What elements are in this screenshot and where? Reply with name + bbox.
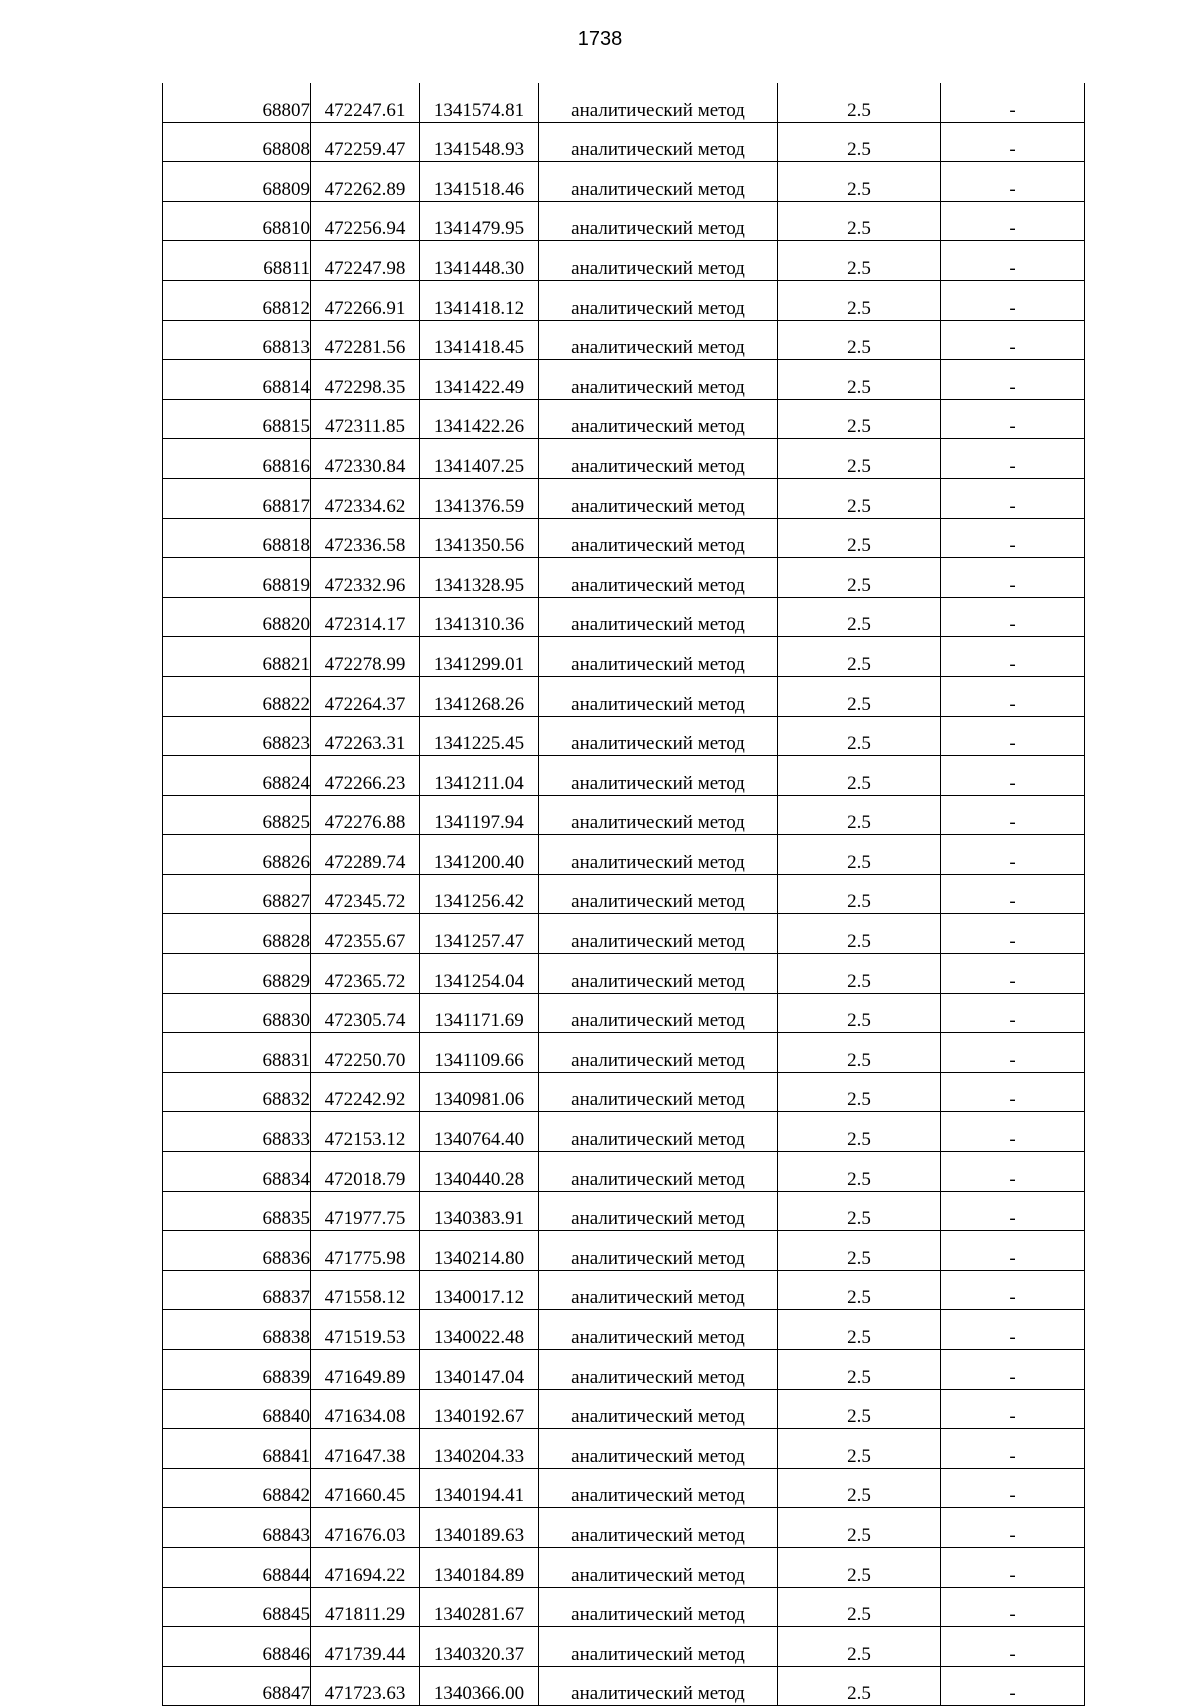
x-coordinate-cell: 472298.35 [311, 360, 420, 400]
method-cell: аналитический метод [539, 280, 778, 320]
method-cell: аналитический метод [539, 478, 778, 518]
note-cell: - [941, 1270, 1085, 1310]
method-cell: аналитический метод [539, 241, 778, 281]
method-cell: аналитический метод [539, 874, 778, 914]
note-cell: - [941, 478, 1085, 518]
x-coordinate-cell: 471649.89 [311, 1350, 420, 1390]
method-cell: аналитический метод [539, 1072, 778, 1112]
y-coordinate-cell: 1340189.63 [420, 1508, 539, 1548]
point-number-cell: 68834 [163, 1152, 311, 1192]
table-row [163, 280, 1085, 320]
table-row [163, 1547, 1085, 1587]
table-row [163, 1666, 1085, 1706]
method-cell: аналитический метод [539, 122, 778, 162]
method-cell: аналитический метод [539, 1033, 778, 1073]
note-cell: - [941, 716, 1085, 756]
accuracy-cell: 2.5 [778, 716, 941, 756]
point-number-cell: 68847 [163, 1666, 311, 1706]
y-coordinate-cell: 1340281.67 [420, 1587, 539, 1627]
point-number-cell: 68839 [163, 1350, 311, 1390]
method-cell: аналитический метод [539, 439, 778, 479]
y-coordinate-cell: 1341448.30 [420, 241, 539, 281]
note-cell: - [941, 954, 1085, 994]
table-row [163, 954, 1085, 994]
accuracy-cell: 2.5 [778, 320, 941, 360]
note-cell: - [941, 1152, 1085, 1192]
y-coordinate-cell: 1341376.59 [420, 478, 539, 518]
accuracy-cell: 2.5 [778, 122, 941, 162]
accuracy-cell: 2.5 [778, 1310, 941, 1350]
note-cell: - [941, 874, 1085, 914]
point-number-cell: 68838 [163, 1310, 311, 1350]
point-number-cell: 68846 [163, 1627, 311, 1667]
x-coordinate-cell: 472247.98 [311, 241, 420, 281]
method-cell: аналитический метод [539, 1231, 778, 1271]
table-row [163, 518, 1085, 558]
x-coordinate-cell: 472314.17 [311, 597, 420, 637]
accuracy-cell: 2.5 [778, 1112, 941, 1152]
y-coordinate-cell: 1341548.93 [420, 122, 539, 162]
y-coordinate-cell: 1341574.81 [420, 83, 539, 122]
table-row [163, 162, 1085, 202]
note-cell: - [941, 637, 1085, 677]
note-cell: - [941, 1627, 1085, 1667]
point-number-cell: 68815 [163, 399, 311, 439]
note-cell: - [941, 1033, 1085, 1073]
note-cell: - [941, 1666, 1085, 1706]
table-row [163, 1389, 1085, 1429]
method-cell: аналитический метод [539, 201, 778, 241]
table-row [163, 360, 1085, 400]
note-cell: - [941, 597, 1085, 637]
method-cell: аналитический метод [539, 162, 778, 202]
table-row [163, 1310, 1085, 1350]
point-number-cell: 68825 [163, 795, 311, 835]
y-coordinate-cell: 1341422.49 [420, 360, 539, 400]
point-number-cell: 68822 [163, 676, 311, 716]
table-row [163, 320, 1085, 360]
point-number-cell: 68808 [163, 122, 311, 162]
accuracy-cell: 2.5 [778, 676, 941, 716]
table-row [163, 1429, 1085, 1469]
point-number-cell: 68813 [163, 320, 311, 360]
y-coordinate-cell: 1341200.40 [420, 835, 539, 875]
note-cell: - [941, 162, 1085, 202]
method-cell: аналитический метод [539, 1666, 778, 1706]
y-coordinate-cell: 1341407.25 [420, 439, 539, 479]
note-cell: - [941, 993, 1085, 1033]
y-coordinate-cell: 1340440.28 [420, 1152, 539, 1192]
accuracy-cell: 2.5 [778, 1429, 941, 1469]
accuracy-cell: 2.5 [778, 1547, 941, 1587]
y-coordinate-cell: 1341211.04 [420, 756, 539, 796]
point-number-cell: 68821 [163, 637, 311, 677]
table-row [163, 1231, 1085, 1271]
method-cell: аналитический метод [539, 756, 778, 796]
note-cell: - [941, 676, 1085, 716]
x-coordinate-cell: 471775.98 [311, 1231, 420, 1271]
point-number-cell: 68807 [163, 83, 311, 122]
method-cell: аналитический метод [539, 518, 778, 558]
note-cell: - [941, 399, 1085, 439]
y-coordinate-cell: 1341299.01 [420, 637, 539, 677]
table-row [163, 1072, 1085, 1112]
y-coordinate-cell: 1340184.89 [420, 1547, 539, 1587]
point-number-cell: 68845 [163, 1587, 311, 1627]
y-coordinate-cell: 1341268.26 [420, 676, 539, 716]
table-row [163, 676, 1085, 716]
point-number-cell: 68843 [163, 1508, 311, 1548]
table-row [163, 478, 1085, 518]
accuracy-cell: 2.5 [778, 1587, 941, 1627]
method-cell: аналитический метод [539, 716, 778, 756]
x-coordinate-cell: 472278.99 [311, 637, 420, 677]
method-cell: аналитический метод [539, 558, 778, 598]
note-cell: - [941, 1587, 1085, 1627]
accuracy-cell: 2.5 [778, 1389, 941, 1429]
table-row [163, 399, 1085, 439]
x-coordinate-cell: 472289.74 [311, 835, 420, 875]
accuracy-cell: 2.5 [778, 1350, 941, 1390]
y-coordinate-cell: 1341256.42 [420, 874, 539, 914]
point-number-cell: 68827 [163, 874, 311, 914]
y-coordinate-cell: 1341518.46 [420, 162, 539, 202]
x-coordinate-cell: 472276.88 [311, 795, 420, 835]
y-coordinate-cell: 1341257.47 [420, 914, 539, 954]
accuracy-cell: 2.5 [778, 914, 941, 954]
y-coordinate-cell: 1341422.26 [420, 399, 539, 439]
point-number-cell: 68833 [163, 1112, 311, 1152]
x-coordinate-cell: 472334.62 [311, 478, 420, 518]
y-coordinate-cell: 1340194.41 [420, 1468, 539, 1508]
y-coordinate-cell: 1340981.06 [420, 1072, 539, 1112]
method-cell: аналитический метод [539, 1508, 778, 1548]
note-cell: - [941, 1191, 1085, 1231]
note-cell: - [941, 280, 1085, 320]
x-coordinate-cell: 472256.94 [311, 201, 420, 241]
note-cell: - [941, 1112, 1085, 1152]
note-cell: - [941, 83, 1085, 122]
x-coordinate-cell: 471519.53 [311, 1310, 420, 1350]
method-cell: аналитический метод [539, 1547, 778, 1587]
table-row [163, 874, 1085, 914]
accuracy-cell: 2.5 [778, 835, 941, 875]
x-coordinate-cell: 472250.70 [311, 1033, 420, 1073]
point-number-cell: 68817 [163, 478, 311, 518]
method-cell: аналитический метод [539, 320, 778, 360]
page-number: 1738 [577, 28, 623, 50]
method-cell: аналитический метод [539, 795, 778, 835]
table-row [163, 122, 1085, 162]
note-cell: - [941, 241, 1085, 281]
accuracy-cell: 2.5 [778, 874, 941, 914]
note-cell: - [941, 914, 1085, 954]
x-coordinate-cell: 472311.85 [311, 399, 420, 439]
accuracy-cell: 2.5 [778, 1231, 941, 1271]
table-row [163, 756, 1085, 796]
x-coordinate-cell: 472281.56 [311, 320, 420, 360]
table-row [163, 201, 1085, 241]
method-cell: аналитический метод [539, 1429, 778, 1469]
y-coordinate-cell: 1341479.95 [420, 201, 539, 241]
method-cell: аналитический метод [539, 993, 778, 1033]
point-number-cell: 68837 [163, 1270, 311, 1310]
x-coordinate-cell: 472266.91 [311, 280, 420, 320]
point-number-cell: 68826 [163, 835, 311, 875]
note-cell: - [941, 1231, 1085, 1271]
table-row [163, 1587, 1085, 1627]
x-coordinate-cell: 472263.31 [311, 716, 420, 756]
note-cell: - [941, 1547, 1085, 1587]
note-cell: - [941, 320, 1085, 360]
table-row [163, 795, 1085, 835]
accuracy-cell: 2.5 [778, 795, 941, 835]
table-row [163, 914, 1085, 954]
table-row [163, 1270, 1085, 1310]
y-coordinate-cell: 1341418.12 [420, 280, 539, 320]
accuracy-cell: 2.5 [778, 478, 941, 518]
accuracy-cell: 2.5 [778, 241, 941, 281]
table-row [163, 1468, 1085, 1508]
point-number-cell: 68840 [163, 1389, 311, 1429]
x-coordinate-cell: 471634.08 [311, 1389, 420, 1429]
table-row [163, 1112, 1085, 1152]
point-number-cell: 68844 [163, 1547, 311, 1587]
note-cell: - [941, 558, 1085, 598]
x-coordinate-cell: 472345.72 [311, 874, 420, 914]
accuracy-cell: 2.5 [778, 993, 941, 1033]
x-coordinate-cell: 472365.72 [311, 954, 420, 994]
accuracy-cell: 2.5 [778, 1033, 941, 1073]
y-coordinate-cell: 1340366.00 [420, 1666, 539, 1706]
y-coordinate-cell: 1341310.36 [420, 597, 539, 637]
point-number-cell: 68842 [163, 1468, 311, 1508]
accuracy-cell: 2.5 [778, 558, 941, 598]
x-coordinate-cell: 472242.92 [311, 1072, 420, 1112]
note-cell: - [941, 1350, 1085, 1390]
note-cell: - [941, 1468, 1085, 1508]
table-row [163, 1350, 1085, 1390]
method-cell: аналитический метод [539, 1310, 778, 1350]
point-number-cell: 68811 [163, 241, 311, 281]
y-coordinate-cell: 1341171.69 [420, 993, 539, 1033]
accuracy-cell: 2.5 [778, 756, 941, 796]
y-coordinate-cell: 1340320.37 [420, 1627, 539, 1667]
point-number-cell: 68830 [163, 993, 311, 1033]
method-cell: аналитический метод [539, 597, 778, 637]
point-number-cell: 68835 [163, 1191, 311, 1231]
accuracy-cell: 2.5 [778, 1270, 941, 1310]
method-cell: аналитический метод [539, 914, 778, 954]
method-cell: аналитический метод [539, 1587, 778, 1627]
y-coordinate-cell: 1340214.80 [420, 1231, 539, 1271]
method-cell: аналитический метод [539, 1112, 778, 1152]
accuracy-cell: 2.5 [778, 1468, 941, 1508]
accuracy-cell: 2.5 [778, 439, 941, 479]
y-coordinate-cell: 1341328.95 [420, 558, 539, 598]
accuracy-cell: 2.5 [778, 1666, 941, 1706]
method-cell: аналитический метод [539, 1468, 778, 1508]
accuracy-cell: 2.5 [778, 162, 941, 202]
table-row [163, 439, 1085, 479]
accuracy-cell: 2.5 [778, 518, 941, 558]
table-row [163, 597, 1085, 637]
note-cell: - [941, 795, 1085, 835]
accuracy-cell: 2.5 [778, 280, 941, 320]
note-cell: - [941, 1072, 1085, 1112]
x-coordinate-cell: 471811.29 [311, 1587, 420, 1627]
x-coordinate-cell: 471676.03 [311, 1508, 420, 1548]
accuracy-cell: 2.5 [778, 597, 941, 637]
x-coordinate-cell: 471660.45 [311, 1468, 420, 1508]
x-coordinate-cell: 471977.75 [311, 1191, 420, 1231]
y-coordinate-cell: 1340017.12 [420, 1270, 539, 1310]
point-number-cell: 68832 [163, 1072, 311, 1112]
x-coordinate-cell: 472247.61 [311, 83, 420, 122]
x-coordinate-cell: 472262.89 [311, 162, 420, 202]
point-number-cell: 68812 [163, 280, 311, 320]
x-coordinate-cell: 471558.12 [311, 1270, 420, 1310]
accuracy-cell: 2.5 [778, 1072, 941, 1112]
method-cell: аналитический метод [539, 1270, 778, 1310]
note-cell: - [941, 360, 1085, 400]
note-cell: - [941, 439, 1085, 479]
accuracy-cell: 2.5 [778, 1508, 941, 1548]
accuracy-cell: 2.5 [778, 399, 941, 439]
method-cell: аналитический метод [539, 835, 778, 875]
method-cell: аналитический метод [539, 399, 778, 439]
table-row [163, 1508, 1085, 1548]
point-number-cell: 68841 [163, 1429, 311, 1469]
table-row [163, 241, 1085, 281]
point-number-cell: 68824 [163, 756, 311, 796]
y-coordinate-cell: 1340383.91 [420, 1191, 539, 1231]
accuracy-cell: 2.5 [778, 201, 941, 241]
note-cell: - [941, 756, 1085, 796]
y-coordinate-cell: 1340204.33 [420, 1429, 539, 1469]
point-number-cell: 68823 [163, 716, 311, 756]
method-cell: аналитический метод [539, 360, 778, 400]
method-cell: аналитический метод [539, 954, 778, 994]
x-coordinate-cell: 472355.67 [311, 914, 420, 954]
y-coordinate-cell: 1340022.48 [420, 1310, 539, 1350]
x-coordinate-cell: 472266.23 [311, 756, 420, 796]
point-number-cell: 68831 [163, 1033, 311, 1073]
table-row [163, 1627, 1085, 1667]
method-cell: аналитический метод [539, 1191, 778, 1231]
table-row [163, 1191, 1085, 1231]
note-cell: - [941, 1389, 1085, 1429]
x-coordinate-cell: 471694.22 [311, 1547, 420, 1587]
x-coordinate-cell: 471723.63 [311, 1666, 420, 1706]
note-cell: - [941, 1429, 1085, 1469]
method-cell: аналитический метод [539, 1627, 778, 1667]
y-coordinate-cell: 1341350.56 [420, 518, 539, 558]
accuracy-cell: 2.5 [778, 637, 941, 677]
method-cell: аналитический метод [539, 83, 778, 122]
method-cell: аналитический метод [539, 637, 778, 677]
table-row [163, 993, 1085, 1033]
note-cell: - [941, 518, 1085, 558]
note-cell: - [941, 1310, 1085, 1350]
point-number-cell: 68836 [163, 1231, 311, 1271]
point-number-cell: 68818 [163, 518, 311, 558]
x-coordinate-cell: 472018.79 [311, 1152, 420, 1192]
point-number-cell: 68810 [163, 201, 311, 241]
point-number-cell: 68829 [163, 954, 311, 994]
table-row [163, 558, 1085, 598]
note-cell: - [941, 1508, 1085, 1548]
accuracy-cell: 2.5 [778, 1627, 941, 1667]
table-row [163, 83, 1085, 122]
x-coordinate-cell: 472264.37 [311, 676, 420, 716]
coordinates-table [162, 83, 1085, 1706]
x-coordinate-cell: 472259.47 [311, 122, 420, 162]
y-coordinate-cell: 1340764.40 [420, 1112, 539, 1152]
accuracy-cell: 2.5 [778, 83, 941, 122]
table-row [163, 716, 1085, 756]
x-coordinate-cell: 472332.96 [311, 558, 420, 598]
accuracy-cell: 2.5 [778, 360, 941, 400]
point-number-cell: 68809 [163, 162, 311, 202]
x-coordinate-cell: 472330.84 [311, 439, 420, 479]
table-row [163, 835, 1085, 875]
method-cell: аналитический метод [539, 676, 778, 716]
point-number-cell: 68820 [163, 597, 311, 637]
table-row [163, 637, 1085, 677]
note-cell: - [941, 201, 1085, 241]
y-coordinate-cell: 1340192.67 [420, 1389, 539, 1429]
point-number-cell: 68819 [163, 558, 311, 598]
accuracy-cell: 2.5 [778, 1152, 941, 1192]
y-coordinate-cell: 1341254.04 [420, 954, 539, 994]
point-number-cell: 68814 [163, 360, 311, 400]
method-cell: аналитический метод [539, 1350, 778, 1390]
table-row [163, 1033, 1085, 1073]
y-coordinate-cell: 1341418.45 [420, 320, 539, 360]
x-coordinate-cell: 472336.58 [311, 518, 420, 558]
accuracy-cell: 2.5 [778, 954, 941, 994]
point-number-cell: 68816 [163, 439, 311, 479]
note-cell: - [941, 122, 1085, 162]
method-cell: аналитический метод [539, 1152, 778, 1192]
y-coordinate-cell: 1341109.66 [420, 1033, 539, 1073]
note-cell: - [941, 835, 1085, 875]
y-coordinate-cell: 1340147.04 [420, 1350, 539, 1390]
point-number-cell: 68828 [163, 914, 311, 954]
x-coordinate-cell: 471647.38 [311, 1429, 420, 1469]
table-row [163, 1152, 1085, 1192]
x-coordinate-cell: 472305.74 [311, 993, 420, 1033]
x-coordinate-cell: 471739.44 [311, 1627, 420, 1667]
coordinates-table-body [163, 83, 1085, 1706]
y-coordinate-cell: 1341225.45 [420, 716, 539, 756]
y-coordinate-cell: 1341197.94 [420, 795, 539, 835]
method-cell: аналитический метод [539, 1389, 778, 1429]
accuracy-cell: 2.5 [778, 1191, 941, 1231]
x-coordinate-cell: 472153.12 [311, 1112, 420, 1152]
